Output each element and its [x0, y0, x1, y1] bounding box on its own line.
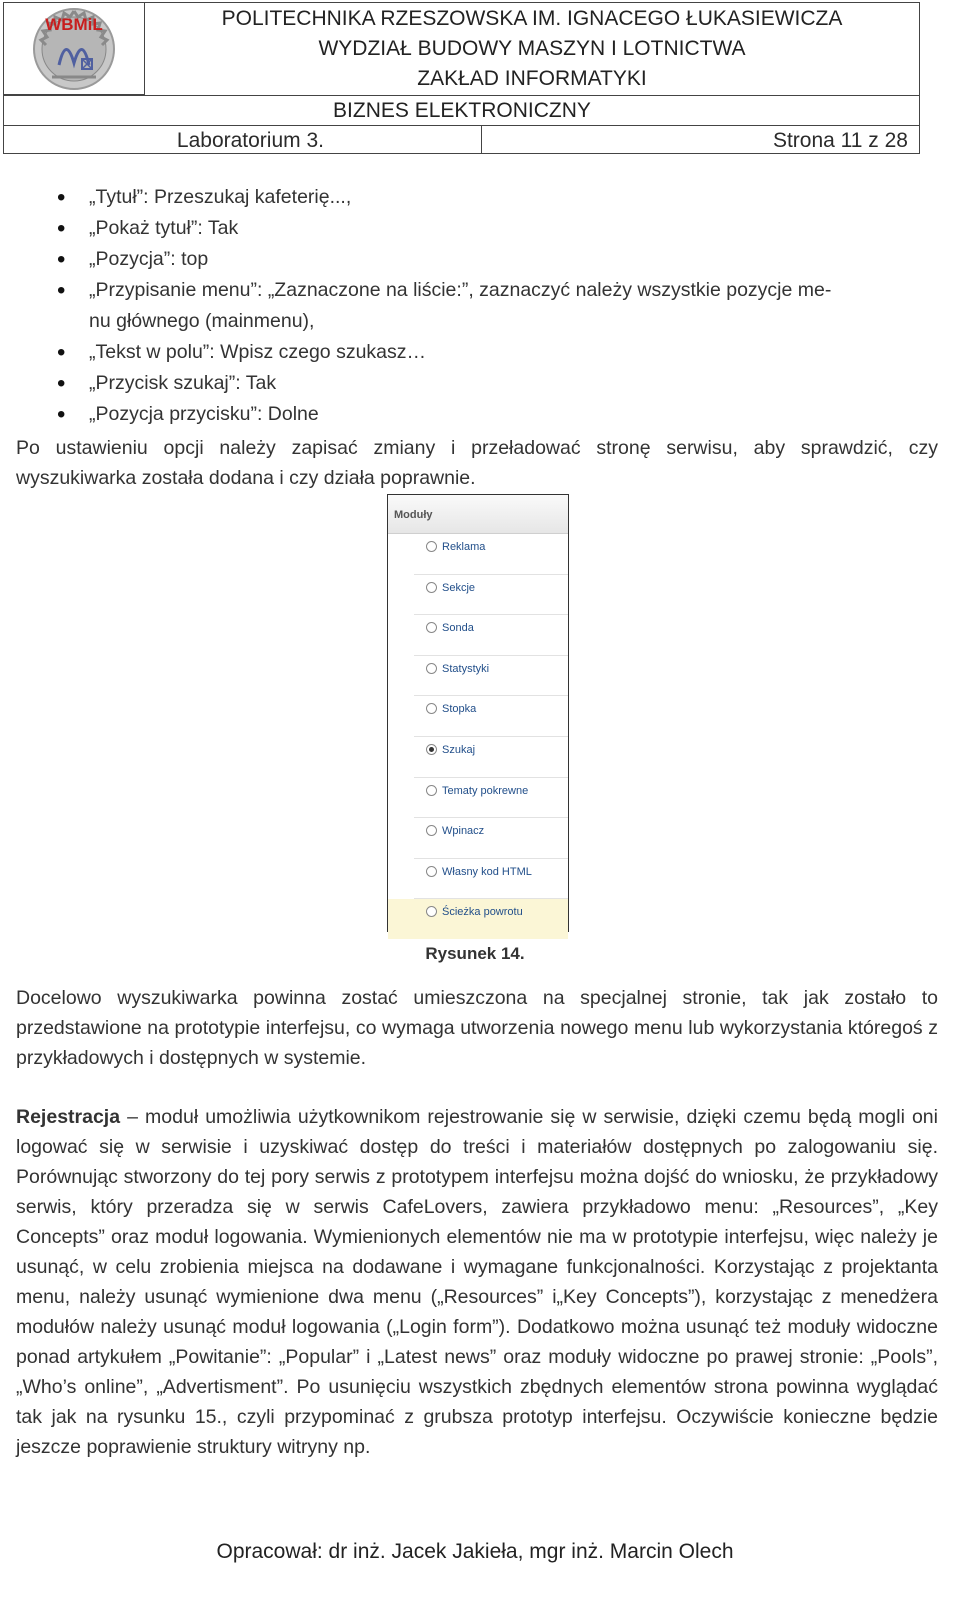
module-option[interactable]: Ścieżka powrotu: [388, 899, 568, 939]
paragraph-registration: Rejestracja – moduł umożliwia użytkownikom rejestrowanie się w serwisie, dzięki czemu będą mogli oni logować się w serwisie i uzyskiwać dostęp do treści i materiałów dostępnych po zalogowaniu się. Porównując stworzony do tej pory serwis z prototypem interfejsu można dojść do wniosku, że przykładowy serwis, który przeradza się w serwis CafeLovers, zawiera przykładowo menu: „Resources”, „Key Concepts” oraz moduł logowania. Wymienionych elementów nie ma w prototypie interfejsu, więc należy je usunąć, w celu zrobienia miejsca na dodawane i wymagane funkcjonalności. Korzystając z projektanta menu, należy usunąć wymienione dwa menu („Resources” i„Key Concepts”), korzystając z menedżera modułów należy usunąć moduł logowania („Login form”). Dodatkowo można usunąć też moduły widoczne ponad artykułem „Powitanie”: „Popular” i „Latest news” oraz moduły widoczne po prawej stronie: „Pools”, „Who’s online”, „Advertisment”. Po usunięciu wszystkich zbędnych elementów strona powinna wyglądać tak jak na rysunku 15., czyli przypominać z grubsza prototyp interfejsu. Oczywiście konieczne będzie jeszcze poprawienie struktury witryny np.: [16, 1106, 938, 1458]
list-item: • „Pokaż tytuł”: Tak: [0, 213, 945, 244]
header-bottom-row: [4, 125, 919, 154]
radio-icon[interactable]: [426, 785, 437, 796]
radio-icon[interactable]: [426, 825, 437, 836]
module-option-selected[interactable]: Szukaj: [414, 737, 568, 778]
list-item-continuation: nu głównego (mainmenu),: [89, 310, 315, 332]
radio-checked-icon[interactable]: [426, 744, 437, 755]
page-footer: Opracował: dr inż. Jacek Jakieła, mgr inż. Marcin Olech: [216, 1540, 734, 1563]
module-option[interactable]: Sekcje: [414, 575, 568, 616]
radio-icon[interactable]: [426, 703, 437, 714]
module-option[interactable]: Statystyki: [414, 656, 568, 697]
module-option[interactable]: Reklama: [414, 534, 568, 575]
figure-caption: Rysunek 14.: [425, 944, 525, 963]
list-item: • „Tekst w polu”: Wpisz czego szukasz…: [0, 337, 945, 368]
header-department: ZAKŁAD INFORMATYKI: [417, 67, 647, 90]
paragraph-search-page: Docelowo wyszukiwarka powinna zostać umieszczona na specjalnej stronie, tak jak zostało to przedstawione na prototypie interfejsu, co wymaga utworzenia nowego menu lub wykorzystania któregoś z przykładowych i dostępnych w systemie.: [16, 987, 938, 1069]
svg-text:WBMiL: WBMiL: [45, 15, 103, 34]
list-item: • „Przypisanie menu”: „Zaznaczone na liście:”, zaznaczyć należy wszystkie pozycje me- nu głównego (mainmenu),: [0, 275, 945, 337]
radio-icon[interactable]: [426, 866, 437, 877]
module-option[interactable]: Sonda: [414, 615, 568, 656]
list-item: • „Przycisk szukaj”: Tak: [0, 368, 945, 399]
university-logo: [4, 3, 145, 95]
module-option[interactable]: Wpinacz: [414, 818, 568, 859]
module-option[interactable]: Tematy pokrewne: [414, 778, 568, 819]
radio-icon[interactable]: [426, 541, 437, 552]
settings-list: [0, 182, 945, 430]
list-item: • „Pozycja”: top: [0, 244, 945, 275]
header-course: BIZNES ELEKTRONICZNY: [4, 95, 920, 126]
registration-term: Rejestracja: [16, 1106, 121, 1128]
header-university: POLITECHNIKA RZESZOWSKA IM. IGNACEGO ŁUKASIEWICZA: [221, 7, 843, 30]
module-option[interactable]: Stopka: [414, 696, 568, 737]
paragraph-save-changes: Po ustawieniu opcji należy zapisać zmiany i przeładować stronę serwisu, aby sprawdzić, czy wyszukiwarka została dodana i czy działa poprawnie.: [16, 437, 938, 489]
modules-panel-header: Moduły: [388, 495, 568, 534]
page-header: [3, 2, 920, 154]
page-number: Strona 11 z 28: [772, 129, 908, 152]
radio-icon[interactable]: [426, 622, 437, 633]
logo-emblem-icon: [4, 3, 144, 94]
figure-modules-list: [387, 494, 569, 932]
lab-number: Laboratorium 3.: [4, 126, 482, 154]
list-item: • „Pozycja przycisku”: Dolne: [0, 399, 945, 430]
module-option[interactable]: Własny kod HTML: [414, 859, 568, 900]
radio-icon[interactable]: [426, 582, 437, 593]
list-item: • „Tytuł”: Przeszukaj kafeterię...,: [0, 182, 945, 213]
radio-icon[interactable]: [426, 663, 437, 674]
radio-icon[interactable]: [426, 906, 437, 917]
header-faculty: WYDZIAŁ BUDOWY MASZYN I LOTNICTWA: [318, 37, 746, 60]
